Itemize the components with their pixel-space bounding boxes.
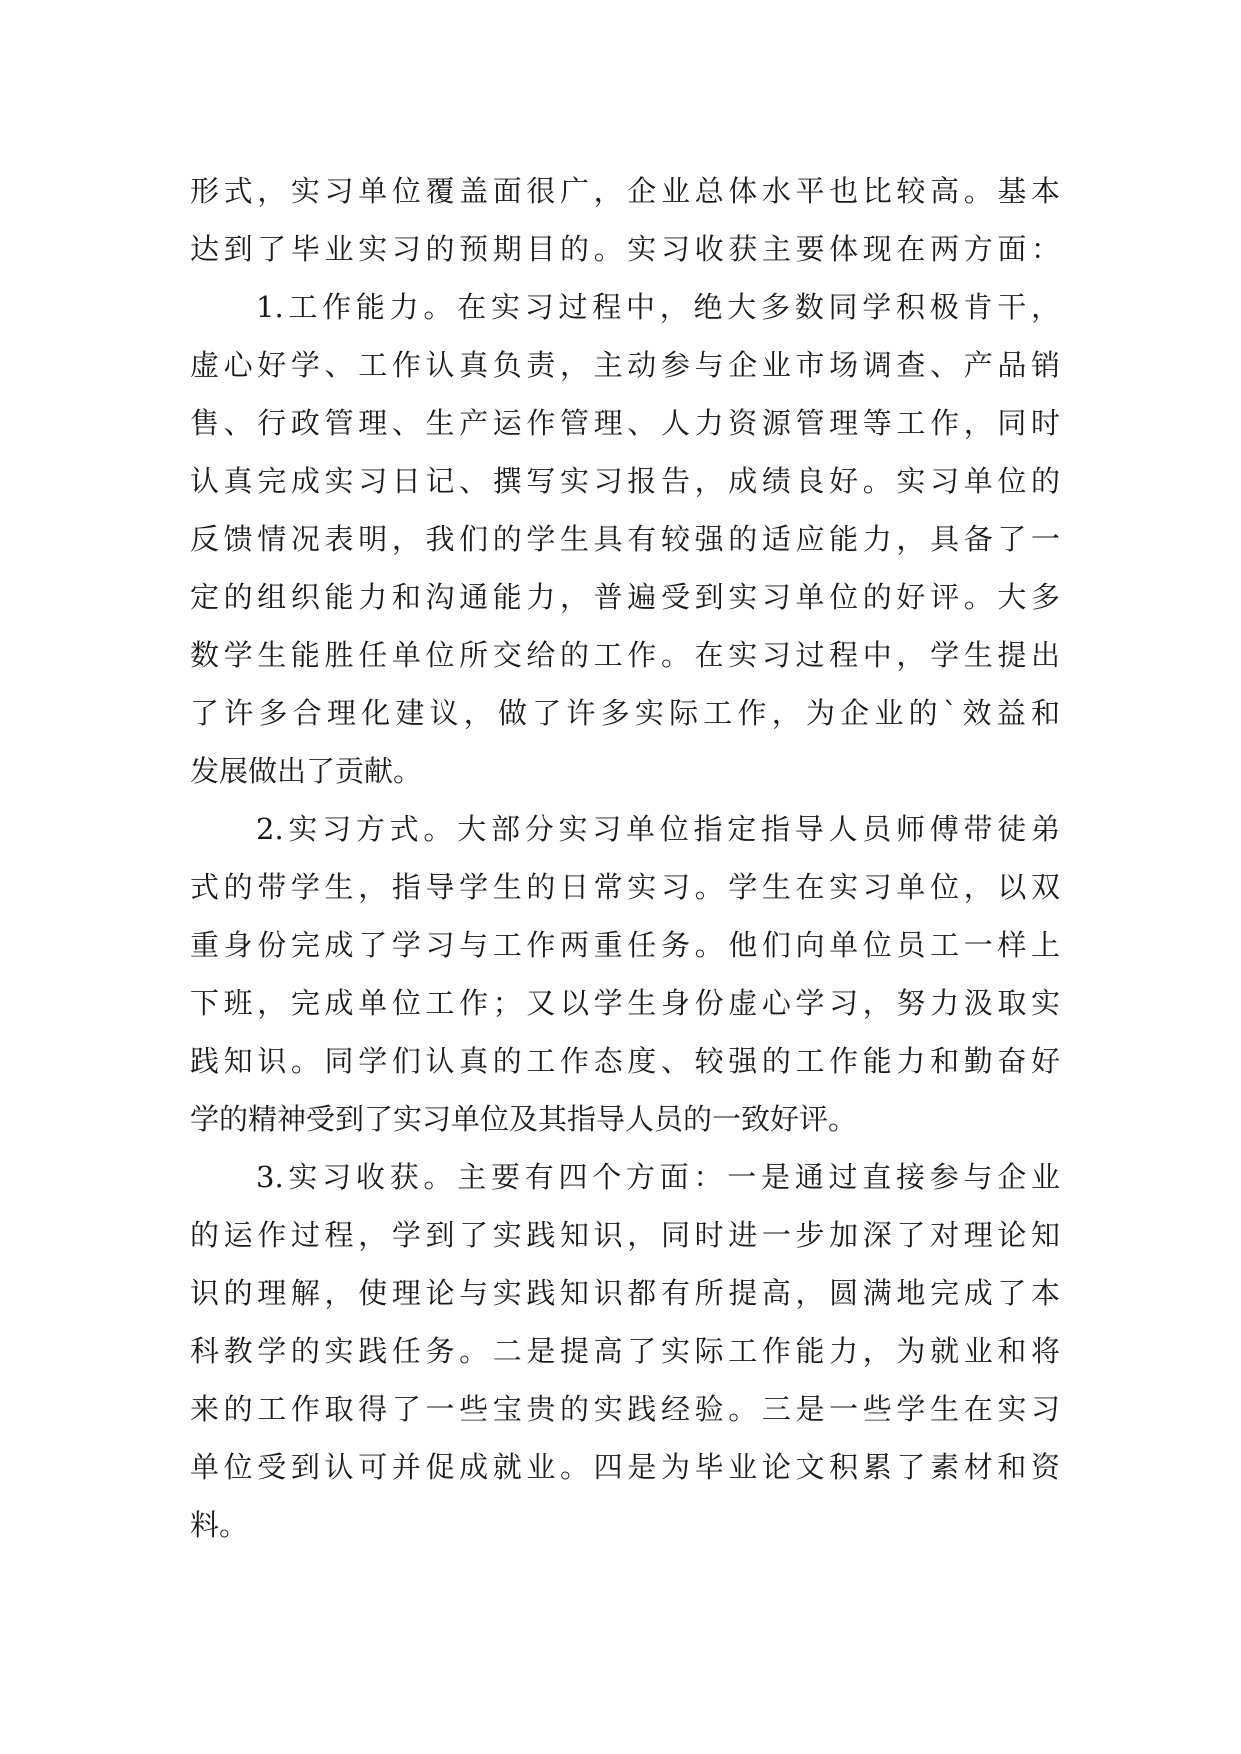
text-line: 式的带学生，指导学生的日常实习。学生在实习单位，以双 [190, 870, 1060, 904]
text-line: 反馈情况表明，我们的学生具有较强的适应能力，具备了一 [190, 522, 1060, 556]
text-line: 识的理解，使理论与实践知识都有所提高，圆满地完成了本 [190, 1276, 1060, 1310]
text-line: 定的组织能力和沟通能力，普遍受到实习单位的好评。大多 [190, 580, 1060, 614]
text-line: 了许多合理化建议，做了许多实际工作，为企业的`效益和 [190, 696, 1060, 730]
paragraph-start-line: 3.实习收获。主要有四个方面：一是通过直接参与企业 [256, 1160, 1060, 1194]
text-line: 重身份完成了学习与工作两重任务。他们向单位员工一样上 [190, 928, 1060, 962]
text-line: 售、行政管理、生产运作管理、人力资源管理等工作，同时 [190, 406, 1060, 440]
body-text [190, 162, 1060, 1554]
text-line: 达到了毕业实习的预期目的。实习收获主要体现在两方面： [190, 232, 1060, 266]
paragraph-end-line: 学的精神受到了实习单位及其指导人员的一致好评。 [190, 1102, 858, 1136]
paragraph-end-line: 料。 [190, 1508, 249, 1542]
text-line: 数学生能胜任单位所交给的工作。在实习过程中，学生提出 [190, 638, 1060, 672]
text-line: 单位受到认可并促成就业。四是为毕业论文积累了素材和资 [190, 1450, 1060, 1484]
paragraph-end-line: 发展做出了贡献。 [190, 754, 423, 788]
text-line: 践知识。同学们认真的工作态度、较强的工作能力和勤奋好 [190, 1044, 1060, 1078]
paragraph-start-line: 1.工作能力。在实习过程中，绝大多数同学积极肯干， [256, 290, 1060, 324]
text-line: 认真完成实习日记、撰写实习报告，成绩良好。实习单位的 [190, 464, 1060, 498]
paragraph-start-line: 2.实习方式。大部分实习单位指定指导人员师傅带徒弟 [256, 812, 1060, 846]
text-line: 虚心好学、工作认真负责，主动参与企业市场调查、产品销 [190, 348, 1060, 382]
text-line: 的运作过程，学到了实践知识，同时进一步加深了对理论知 [190, 1218, 1060, 1252]
text-line: 来的工作取得了一些宝贵的实践经验。三是一些学生在实习 [190, 1392, 1060, 1426]
text-line: 下班，完成单位工作；又以学生身份虚心学习，努力汲取实 [190, 986, 1060, 1020]
text-line: 科教学的实践任务。二是提高了实际工作能力，为就业和将 [190, 1334, 1060, 1368]
text-line: 形式，实习单位覆盖面很广，企业总体水平也比较高。基本 [190, 174, 1060, 208]
